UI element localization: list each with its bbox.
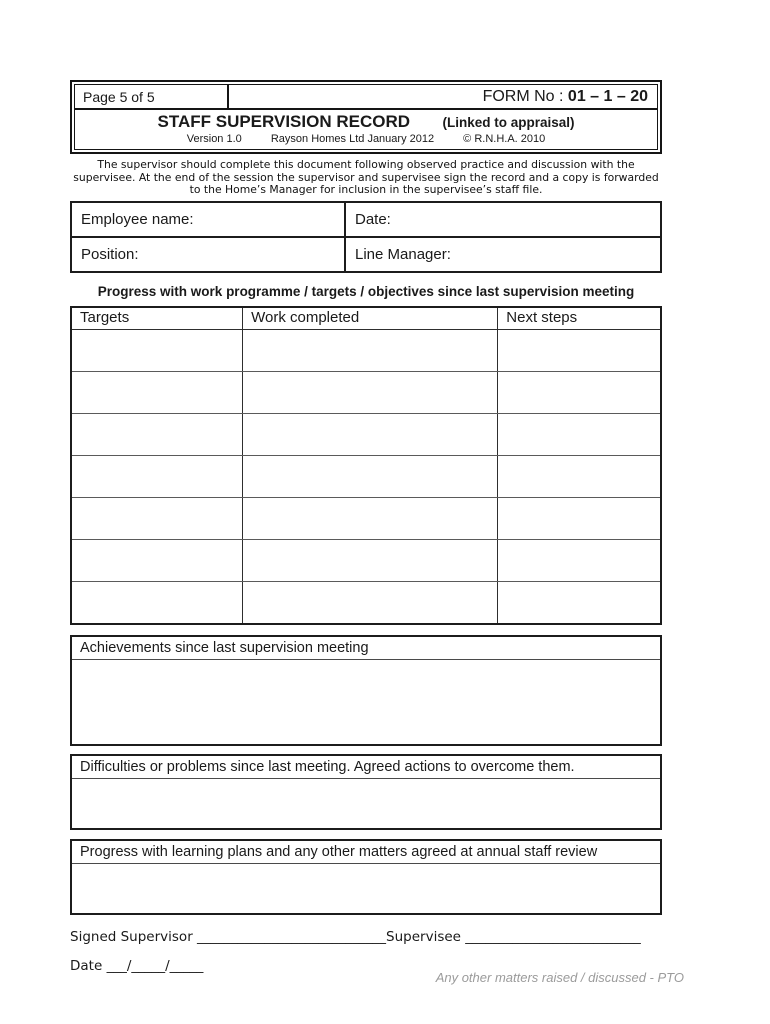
table-cell bbox=[498, 414, 660, 455]
table-cell bbox=[243, 582, 498, 623]
section-achievements-body bbox=[72, 660, 660, 744]
column-header-targets: Targets bbox=[72, 308, 243, 329]
form-number bbox=[229, 85, 657, 108]
table-row bbox=[72, 497, 660, 539]
progress-heading: Progress with work programme / targets / objectives since last supervision meeting bbox=[97, 283, 635, 299]
table-row bbox=[72, 329, 660, 371]
page-number-label: Page 5 of 5 bbox=[75, 85, 229, 108]
table-cell bbox=[72, 372, 243, 413]
progress-table-header bbox=[72, 308, 660, 329]
supervisee-label: Supervisee bbox=[386, 928, 466, 945]
table-cell bbox=[498, 540, 660, 581]
copyright-label: © R.N.H.A. 2010 bbox=[463, 133, 546, 145]
section-achievements-label: Achievements since last supervision meeting bbox=[72, 637, 660, 660]
position-field: Position: bbox=[72, 236, 346, 271]
signed-supervisor-label: Signed Supervisor bbox=[70, 928, 198, 945]
form-header bbox=[70, 80, 662, 154]
version-label: Version 1.0 bbox=[186, 133, 242, 145]
column-header-next-steps: Next steps bbox=[506, 308, 578, 326]
table-cell bbox=[243, 414, 498, 455]
table-cell bbox=[498, 372, 660, 413]
section-achievements bbox=[70, 635, 662, 746]
signature-row bbox=[70, 929, 662, 946]
title-row bbox=[75, 110, 657, 133]
date-field: Date: bbox=[355, 210, 391, 228]
table-cell bbox=[243, 372, 498, 413]
form-number-label: FORM No : bbox=[482, 88, 564, 105]
table-cell bbox=[72, 330, 243, 371]
date-label: Date bbox=[70, 957, 107, 974]
table-cell bbox=[243, 498, 498, 539]
line-manager-field: Line Manager: bbox=[346, 236, 660, 271]
table-cell bbox=[498, 330, 660, 371]
column-header-work-completed: Work completed bbox=[243, 308, 498, 329]
table-row bbox=[72, 539, 660, 581]
progress-table bbox=[70, 306, 662, 625]
section-difficulties bbox=[70, 754, 662, 830]
table-row bbox=[72, 413, 660, 455]
instructions-text: The supervisor should complete this document following observed practice and discussion with the supervisee. At the end of the session the supervisor and supervisee sign the record and a copy is forwarded to the Home’s Manager for inclusion in the supervisee’s staff file. bbox=[73, 158, 659, 197]
table-cell bbox=[72, 582, 243, 623]
form-number-value: 01 – 1 – 20 bbox=[567, 88, 648, 105]
version-row bbox=[75, 133, 657, 149]
table-cell bbox=[498, 456, 660, 497]
date-blank-line: ___/_____/_____ bbox=[106, 957, 204, 974]
table-cell bbox=[498, 582, 660, 623]
supervisor-signature-line: ____________________________ bbox=[197, 928, 387, 945]
employee-name-field: Employee name: bbox=[72, 203, 346, 236]
footer-note: Any other matters raised / discussed - PTO bbox=[435, 969, 684, 985]
form-title: STAFF SUPERVISION RECORD bbox=[157, 112, 411, 131]
table-cell bbox=[72, 498, 243, 539]
header-top-row bbox=[75, 85, 657, 110]
company-label: Rayson Homes Ltd January 2012 bbox=[270, 133, 435, 145]
form-content bbox=[70, 80, 684, 986]
section-difficulties-label: Difficulties or problems since last meeting. Agreed actions to overcome them. bbox=[72, 756, 660, 779]
section-learning-plans-label: Progress with learning plans and any other matters agreed at annual staff review bbox=[72, 841, 660, 864]
table-row bbox=[72, 581, 660, 623]
table-cell bbox=[243, 330, 498, 371]
section-learning-plans-body bbox=[72, 864, 660, 913]
table-cell bbox=[243, 456, 498, 497]
table-cell bbox=[498, 498, 660, 539]
supervisee-signature-line: __________________________ bbox=[465, 928, 641, 945]
form-header-inner bbox=[74, 84, 658, 150]
form-subtitle: (Linked to appraisal) bbox=[442, 115, 575, 130]
table-row bbox=[72, 371, 660, 413]
progress-table-body bbox=[72, 329, 660, 623]
details-table bbox=[70, 201, 662, 273]
section-difficulties-body bbox=[72, 779, 660, 828]
table-cell bbox=[72, 540, 243, 581]
section-learning-plans bbox=[70, 839, 662, 915]
table-cell bbox=[72, 414, 243, 455]
table-row bbox=[72, 455, 660, 497]
table-cell bbox=[72, 456, 243, 497]
table-cell bbox=[243, 540, 498, 581]
